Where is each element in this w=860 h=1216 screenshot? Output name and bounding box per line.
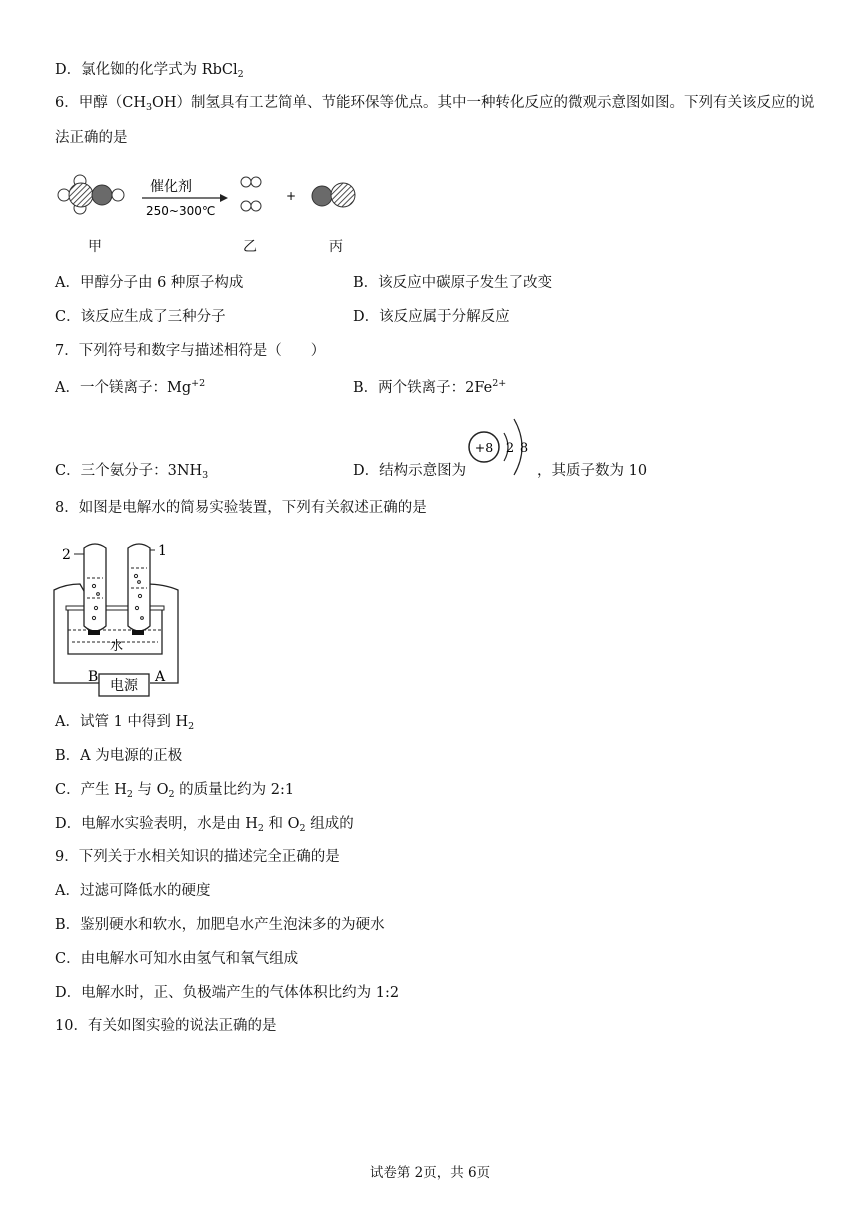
shell-2-electrons: 8 — [519, 441, 529, 456]
q7-option-d-text: D．结构示意图为 — [353, 463, 467, 479]
carbon-monoxide-molecule — [312, 183, 355, 207]
q7-option-a: A．一个镁离子：$Mg^{+2}$ — [55, 378, 206, 396]
pole-b-label: B — [88, 669, 99, 685]
q7-option-d-tail: ，其质子数为 10 — [537, 463, 648, 479]
tube-label-1: 1 — [158, 543, 167, 559]
temperature-label: 250~300℃ — [146, 204, 216, 218]
q8-option-d: D．电解水实验表明，水是由 $H_2$ 和 $O_2$ 组成的 — [55, 816, 354, 834]
atom-structure-diagram — [466, 405, 536, 480]
q8-option-c: C．产生 $H_2$ 与 $O_2$ 的质量比约为 2:1 — [55, 782, 295, 800]
label-yi: 乙 — [243, 239, 257, 255]
q9-option-c: C．由电解水可知水由氢气和氧气组成 — [55, 951, 299, 967]
q9-stem: 9．下列关于水相关知识的描述完全正确的是 — [55, 849, 340, 865]
q7-option-b: B．两个铁离子：$2Fe^{2+}$ — [353, 378, 507, 396]
methanol-molecule — [58, 175, 124, 214]
q6-stem-line2: 法正确的是 — [55, 130, 128, 146]
tube-label-2: 2 — [62, 547, 71, 563]
plus-sign: + — [286, 189, 297, 203]
q6-stem-line1: 6．甲醇$(CH_3OH)$制氢具有工艺简单、节能环保等优点。其中一种转化反应的微观示意图如图。下列有关该反应的说 — [55, 95, 815, 113]
q8-option-a: A．试管 1 中得到 $H_2$ — [55, 714, 195, 732]
pole-a-label: A — [155, 669, 166, 685]
hydrogen-molecules — [241, 177, 261, 211]
nucleus-charge: +8 — [474, 440, 494, 455]
shell-1-electrons: 2 — [505, 441, 515, 456]
q10-stem: 10．有关如图实验的说法正确的是 — [55, 1018, 277, 1034]
q9-option-b: B．鉴别硬水和软水，加肥皂水产生泡沫多的为硬水 — [55, 917, 385, 933]
electrolysis-apparatus — [52, 538, 187, 703]
q7-option-c: C．三个氨分子：$3NH_3$ — [55, 463, 209, 481]
label-jia: 甲 — [88, 239, 102, 255]
catalyst-label: 催化剂 — [150, 179, 192, 195]
power-source-label: 电源 — [110, 678, 138, 694]
q9-option-a: A．过滤可降低水的硬度 — [55, 883, 211, 899]
q8-option-b: B．A 为电源的正极 — [55, 748, 183, 764]
q6-option-c: C．该反应生成了三种分子 — [55, 309, 226, 325]
water-label: 水 — [110, 639, 124, 654]
q6-option-d: D．该反应属于分解反应 — [353, 309, 510, 325]
q7-stem: 7．下列符号和数字与描述相符是（ ） — [55, 343, 326, 359]
q6-option-b: B．该反应中碳原子发生了改变 — [353, 275, 553, 291]
q8-stem: 8．如图是电解水的简易实验装置，下列有关叙述正确的是 — [55, 500, 427, 516]
label-bing: 丙 — [329, 239, 343, 255]
page-footer: 试卷第 2页，共 6页 — [369, 1165, 491, 1181]
q9-option-d: D．电解水时，正、负极端产生的气体体积比约为 1:2 — [55, 985, 400, 1001]
q5-option-d: D．氯化铷的化学式为 RbCl$_2$ — [55, 62, 244, 80]
q6-option-a: A．甲醇分子由 6 种原子构成 — [55, 275, 244, 291]
